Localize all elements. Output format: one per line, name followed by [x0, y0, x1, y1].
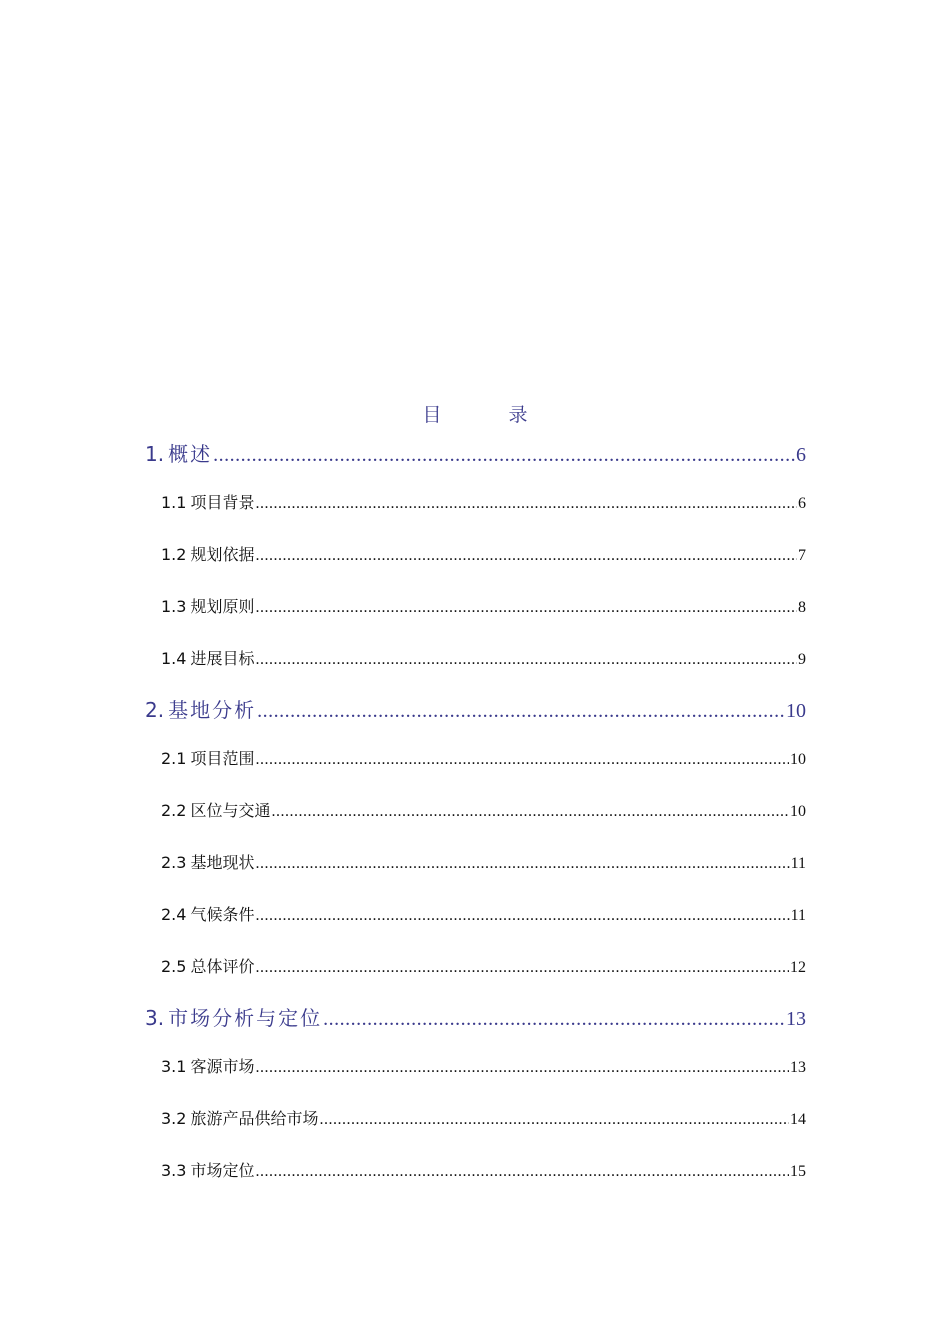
- toc-entry-number: 1.: [145, 442, 165, 466]
- toc-leader-dots: [271, 803, 789, 821]
- toc-entry[interactable]: [161, 542, 806, 565]
- toc-entry[interactable]: [161, 798, 806, 821]
- toc-entry-label: 市场定位: [190, 1161, 255, 1180]
- toc-entry-label: 规划依据: [190, 545, 255, 564]
- toc-leader-dots: [255, 495, 797, 513]
- toc-leader-dots: [319, 1111, 789, 1129]
- toc-entry-label: 市场分析与定位: [168, 1006, 323, 1030]
- toc-entry-page: 6: [796, 444, 806, 466]
- toc-entry[interactable]: [161, 646, 806, 669]
- toc-leader-dots: [255, 855, 789, 873]
- toc-entry-label: 基地分析: [168, 698, 257, 722]
- toc-entry[interactable]: [161, 490, 806, 513]
- toc-entry-page: 12: [790, 959, 806, 976]
- toc-entry-page: 13: [786, 1008, 806, 1030]
- toc-title: 目 录: [422, 404, 552, 426]
- toc-entry-page: 7: [798, 547, 806, 564]
- toc-entry-label: 基地现状: [190, 853, 255, 872]
- toc-entry[interactable]: [161, 1054, 806, 1077]
- toc-leader-dots: [255, 1163, 789, 1181]
- toc-leader-dots: [255, 751, 789, 769]
- toc-entry-page: 6: [798, 495, 806, 512]
- toc-entry-label: 项目背景: [190, 493, 255, 512]
- toc-leader-dots: [257, 700, 785, 723]
- toc-entry[interactable]: [161, 746, 806, 769]
- toc-entry[interactable]: [145, 694, 806, 723]
- toc-leader-dots: [255, 547, 797, 565]
- toc-entry-number: 2.4: [161, 905, 187, 924]
- toc-entry-label: 规划原则: [190, 597, 255, 616]
- toc-entry-page: 15: [790, 1163, 806, 1180]
- toc-entry-number: 1.2: [161, 545, 187, 564]
- toc-entry-label: 气候条件: [190, 905, 255, 924]
- toc-entry-page: 8: [798, 599, 806, 616]
- toc-entry[interactable]: [161, 902, 806, 925]
- toc-leader-dots: [255, 907, 789, 925]
- toc-entry-label: 区位与交通: [190, 801, 271, 820]
- toc-leader-dots: [255, 651, 797, 669]
- toc-entry[interactable]: [161, 954, 806, 977]
- toc-leader-dots: [255, 599, 797, 617]
- toc-entry-number: 1.1: [161, 493, 187, 512]
- toc-entry-page: 10: [790, 803, 806, 820]
- toc-entry[interactable]: [161, 1158, 806, 1181]
- toc-entry[interactable]: [161, 1106, 806, 1129]
- toc-entry-page: 9: [798, 651, 806, 668]
- toc-entry[interactable]: [161, 850, 806, 873]
- toc-entry-page: 14: [790, 1111, 806, 1128]
- toc-entry-number: 3.: [145, 1006, 165, 1030]
- toc-leader-dots: [213, 444, 795, 467]
- toc-entry-page: 10: [786, 700, 806, 722]
- toc-entry-page: 11: [790, 907, 806, 924]
- toc-entry[interactable]: [145, 1002, 806, 1031]
- toc-entry-label: 进展目标: [190, 649, 255, 668]
- toc-entry-number: 3.1: [161, 1057, 187, 1076]
- toc-entry-number: 2.: [145, 698, 165, 722]
- toc-leader-dots: [255, 1059, 789, 1077]
- toc-entry-label: 概述: [168, 442, 213, 466]
- toc-entry-number: 2.1: [161, 749, 187, 768]
- toc-entry-number: 1.4: [161, 649, 187, 668]
- toc-entry-number: 2.5: [161, 957, 187, 976]
- toc-entry-label: 项目范围: [190, 749, 255, 768]
- toc-entry-label: 总体评价: [190, 957, 255, 976]
- toc-entry-number: 2.2: [161, 801, 187, 820]
- toc-entry-page: 11: [790, 855, 806, 872]
- toc-entry-page: 10: [790, 751, 806, 768]
- toc-entry[interactable]: [161, 594, 806, 617]
- toc-entry-number: 2.3: [161, 853, 187, 872]
- toc-entry-number: 1.3: [161, 597, 187, 616]
- toc-entry-label: 客源市场: [190, 1057, 255, 1076]
- toc-leader-dots: [255, 959, 789, 977]
- toc-entry-page: 13: [790, 1059, 806, 1076]
- toc-entry-number: 3.3: [161, 1161, 187, 1180]
- toc-entry[interactable]: [145, 438, 806, 467]
- toc-entry-label: 旅游产品供给市场: [190, 1109, 319, 1128]
- toc-leader-dots: [323, 1008, 785, 1031]
- toc-entry-number: 3.2: [161, 1109, 187, 1128]
